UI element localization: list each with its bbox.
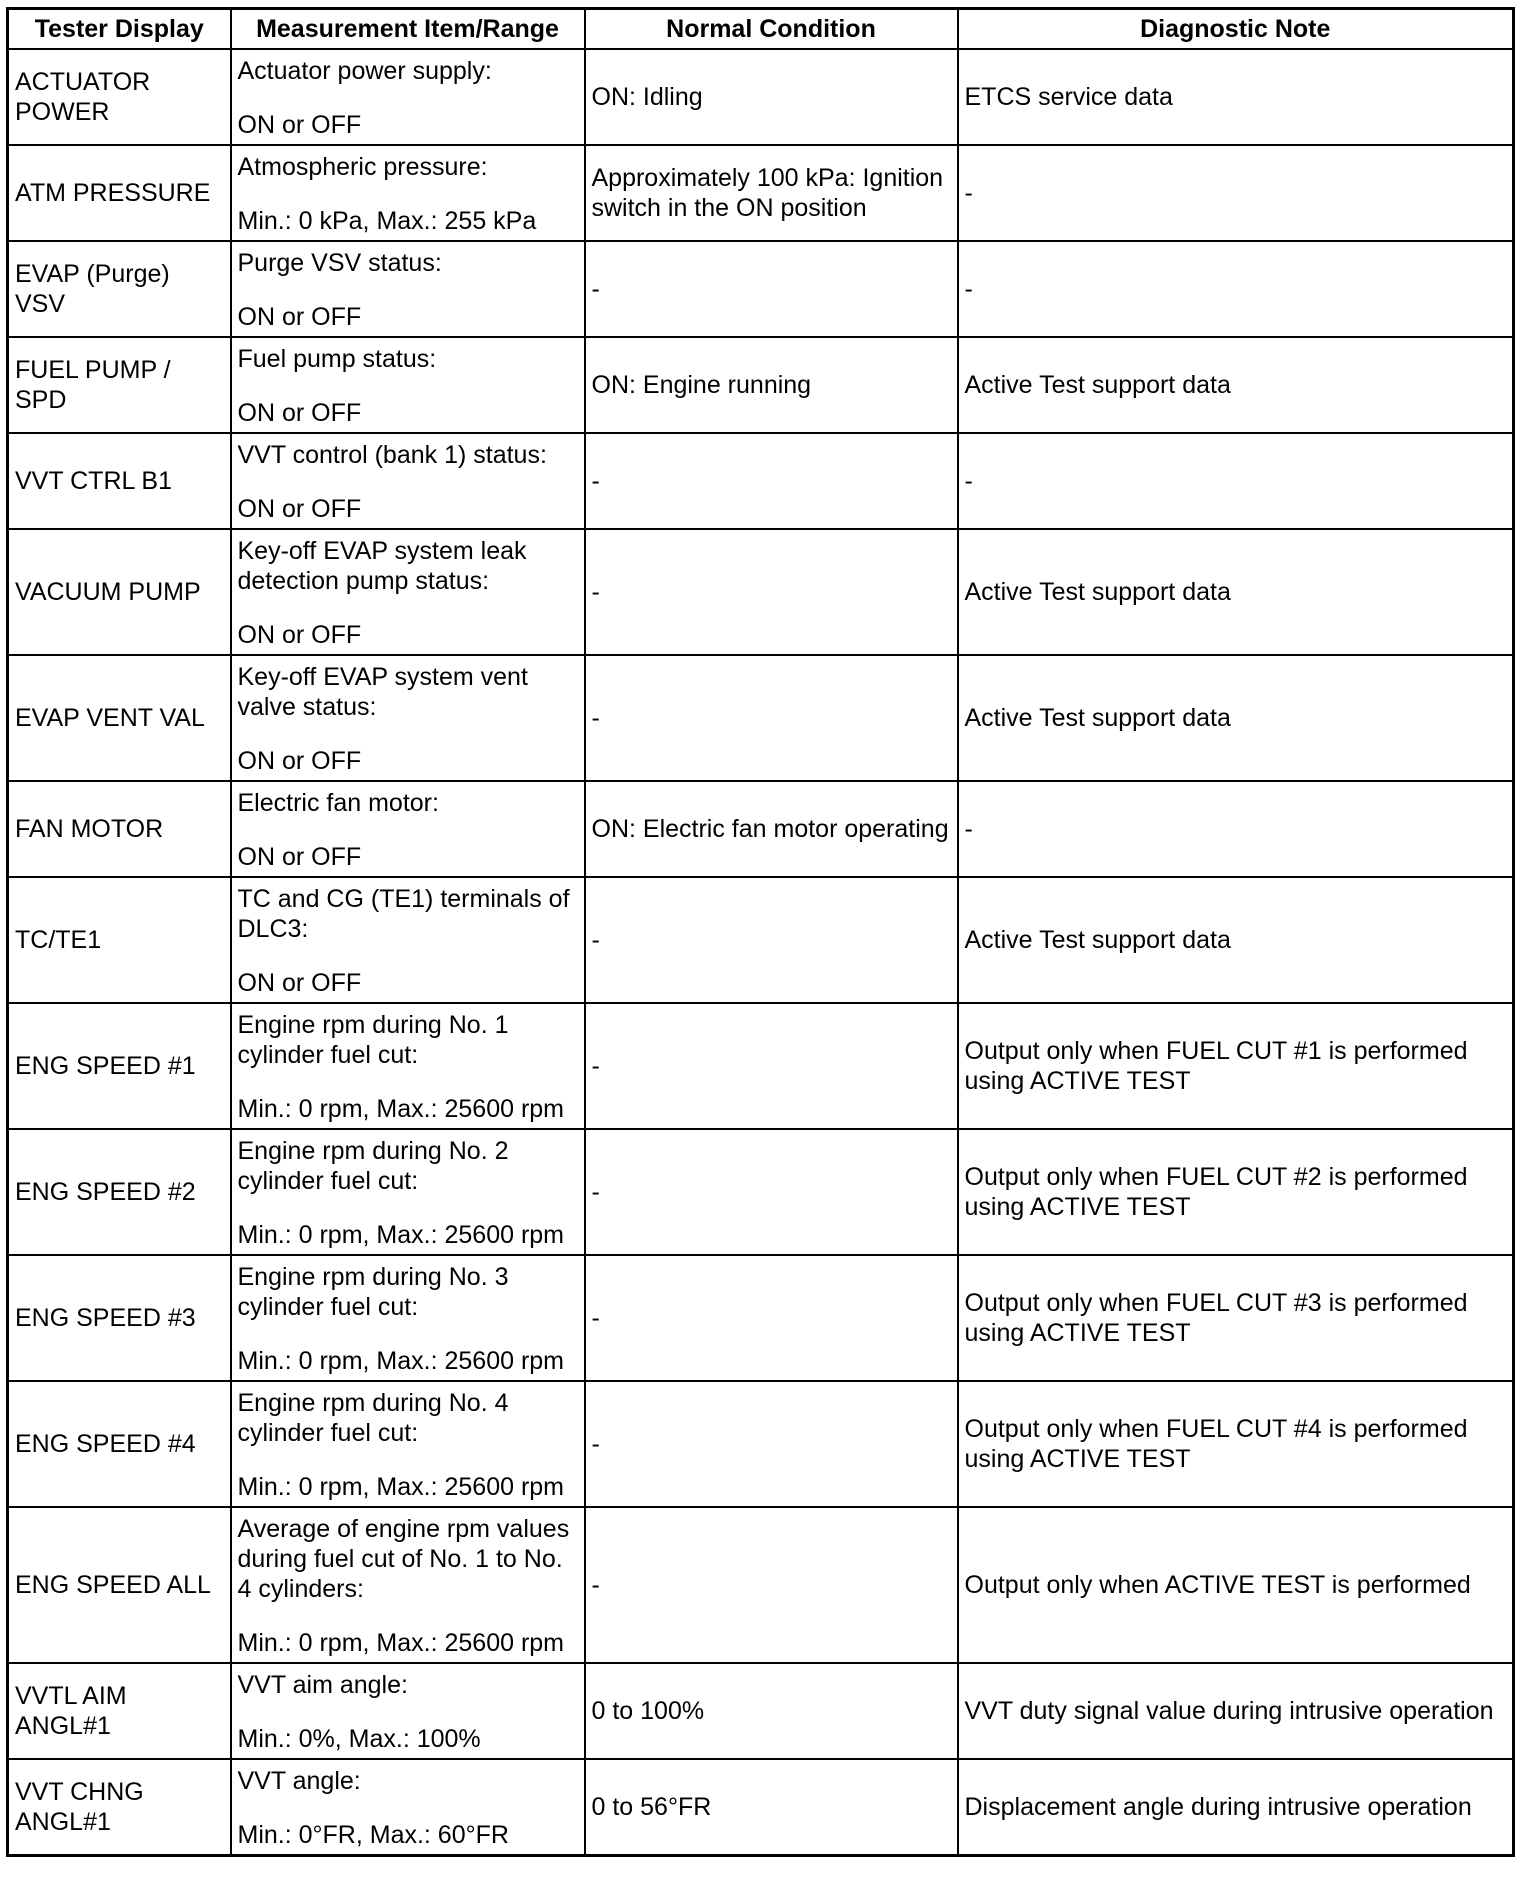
measurement-description: Key-off EVAP system vent valve status: bbox=[237, 663, 528, 721]
cell-measurement-item bbox=[231, 1663, 585, 1759]
cell-measurement-item bbox=[231, 1255, 585, 1381]
table-row bbox=[8, 781, 1514, 877]
measurement-range: Min.: 0°FR, Max.: 60°FR bbox=[237, 1821, 509, 1849]
cell-measurement-item bbox=[231, 1003, 585, 1129]
measurement-description: VVT aim angle: bbox=[237, 1671, 408, 1699]
table-row bbox=[8, 1381, 1514, 1507]
table-row bbox=[8, 49, 1514, 145]
measurement-range: ON or OFF bbox=[237, 495, 362, 523]
measurement-range: Min.: 0 rpm, Max.: 25600 rpm bbox=[237, 1221, 565, 1249]
data-list-table bbox=[6, 7, 1515, 1857]
cell-tester-display: TC/TE1 bbox=[8, 877, 231, 1003]
cell-normal-condition: - bbox=[585, 1507, 958, 1663]
measurement-description: Engine rpm during No. 4 cylinder fuel cut: bbox=[237, 1389, 509, 1447]
cell-tester-display: ACTUATOR POWER bbox=[8, 49, 231, 145]
table-row bbox=[8, 655, 1514, 781]
measurement-description: Electric fan motor: bbox=[237, 789, 439, 817]
cell-measurement-item bbox=[231, 1507, 585, 1663]
cell-normal-condition: - bbox=[585, 877, 958, 1003]
cell-tester-display: ENG SPEED #2 bbox=[8, 1129, 231, 1255]
cell-tester-display: FAN MOTOR bbox=[8, 781, 231, 877]
table-row bbox=[8, 1003, 1514, 1129]
measurement-range: Min.: 0 rpm, Max.: 25600 rpm bbox=[237, 1473, 565, 1501]
table-row bbox=[8, 1663, 1514, 1759]
cell-diagnostic-note: Output only when FUEL CUT #4 is performed using ACTIVE TEST bbox=[958, 1381, 1514, 1507]
cell-normal-condition: - bbox=[585, 1129, 958, 1255]
cell-normal-condition: - bbox=[585, 241, 958, 337]
header-normal-condition: Normal Condition bbox=[585, 9, 958, 50]
cell-normal-condition: Approximately 100 kPa: Ignition switch in the ON position bbox=[585, 145, 958, 241]
cell-diagnostic-note: - bbox=[958, 241, 1514, 337]
measurement-range: Min.: 0 rpm, Max.: 25600 rpm bbox=[237, 1347, 565, 1375]
cell-measurement-item bbox=[231, 337, 585, 433]
cell-normal-condition: ON: Idling bbox=[585, 49, 958, 145]
cell-diagnostic-note: Displacement angle during intrusive operation bbox=[958, 1759, 1514, 1856]
measurement-description: Average of engine rpm values during fuel cut of No. 1 to No. 4 cylinders: bbox=[237, 1515, 570, 1603]
table-body bbox=[8, 49, 1514, 1856]
measurement-range: ON or OFF bbox=[237, 621, 362, 649]
cell-diagnostic-note: Active Test support data bbox=[958, 529, 1514, 655]
cell-measurement-item bbox=[231, 655, 585, 781]
cell-tester-display: VACUUM PUMP bbox=[8, 529, 231, 655]
cell-normal-condition: 0 to 100% bbox=[585, 1663, 958, 1759]
cell-diagnostic-note: Active Test support data bbox=[958, 337, 1514, 433]
cell-tester-display: ATM PRESSURE bbox=[8, 145, 231, 241]
cell-diagnostic-note: - bbox=[958, 781, 1514, 877]
table-row bbox=[8, 1255, 1514, 1381]
cell-normal-condition: ON: Electric fan motor operating bbox=[585, 781, 958, 877]
cell-diagnostic-note: Output only when FUEL CUT #1 is performed using ACTIVE TEST bbox=[958, 1003, 1514, 1129]
cell-normal-condition: - bbox=[585, 433, 958, 529]
cell-tester-display: ENG SPEED ALL bbox=[8, 1507, 231, 1663]
cell-measurement-item bbox=[231, 1381, 585, 1507]
cell-diagnostic-note: ETCS service data bbox=[958, 49, 1514, 145]
header-row bbox=[8, 9, 1514, 50]
measurement-description: Engine rpm during No. 2 cylinder fuel cut: bbox=[237, 1137, 509, 1195]
cell-measurement-item bbox=[231, 49, 585, 145]
cell-normal-condition: - bbox=[585, 1381, 958, 1507]
cell-normal-condition: 0 to 56°FR bbox=[585, 1759, 958, 1856]
cell-tester-display: ENG SPEED #4 bbox=[8, 1381, 231, 1507]
cell-measurement-item bbox=[231, 1129, 585, 1255]
measurement-range: ON or OFF bbox=[237, 843, 362, 871]
table-row bbox=[8, 529, 1514, 655]
cell-normal-condition: ON: Engine running bbox=[585, 337, 958, 433]
cell-measurement-item bbox=[231, 241, 585, 337]
cell-tester-display: VVT CTRL B1 bbox=[8, 433, 231, 529]
measurement-description: VVT control (bank 1) status: bbox=[237, 441, 547, 469]
cell-tester-display: EVAP VENT VAL bbox=[8, 655, 231, 781]
table-row bbox=[8, 1507, 1514, 1663]
cell-tester-display: EVAP (Purge) VSV bbox=[8, 241, 231, 337]
cell-measurement-item bbox=[231, 1759, 585, 1856]
header-diagnostic-note: Diagnostic Note bbox=[958, 9, 1514, 50]
table-row bbox=[8, 241, 1514, 337]
table-header bbox=[8, 9, 1514, 50]
table-row bbox=[8, 145, 1514, 241]
cell-tester-display: ENG SPEED #1 bbox=[8, 1003, 231, 1129]
cell-tester-display: FUEL PUMP / SPD bbox=[8, 337, 231, 433]
table-row bbox=[8, 433, 1514, 529]
cell-diagnostic-note: Output only when ACTIVE TEST is performed bbox=[958, 1507, 1514, 1663]
cell-diagnostic-note: Active Test support data bbox=[958, 655, 1514, 781]
cell-normal-condition: - bbox=[585, 529, 958, 655]
measurement-range: ON or OFF bbox=[237, 969, 362, 997]
cell-tester-display: VVTL AIM ANGL#1 bbox=[8, 1663, 231, 1759]
measurement-range: Min.: 0 rpm, Max.: 25600 rpm bbox=[237, 1629, 565, 1657]
cell-diagnostic-note: - bbox=[958, 145, 1514, 241]
measurement-description: Engine rpm during No. 1 cylinder fuel cut: bbox=[237, 1011, 509, 1069]
table-row bbox=[8, 1129, 1514, 1255]
measurement-range: Min.: 0 rpm, Max.: 25600 rpm bbox=[237, 1095, 565, 1123]
cell-normal-condition: - bbox=[585, 1003, 958, 1129]
measurement-description: TC and CG (TE1) terminals of DLC3: bbox=[237, 885, 570, 943]
header-measurement-item: Measurement Item/Range bbox=[231, 9, 585, 50]
cell-diagnostic-note: Output only when FUEL CUT #2 is performed using ACTIVE TEST bbox=[958, 1129, 1514, 1255]
measurement-description: Purge VSV status: bbox=[237, 249, 442, 277]
measurement-range: Min.: 0 kPa, Max.: 255 kPa bbox=[237, 207, 537, 235]
cell-normal-condition: - bbox=[585, 655, 958, 781]
cell-tester-display: ENG SPEED #3 bbox=[8, 1255, 231, 1381]
cell-diagnostic-note: - bbox=[958, 433, 1514, 529]
cell-measurement-item bbox=[231, 877, 585, 1003]
table-row bbox=[8, 1759, 1514, 1856]
cell-measurement-item bbox=[231, 781, 585, 877]
measurement-range: ON or OFF bbox=[237, 399, 362, 427]
measurement-range: ON or OFF bbox=[237, 747, 362, 775]
measurement-description: Key-off EVAP system leak detection pump status: bbox=[237, 537, 527, 595]
cell-measurement-item bbox=[231, 433, 585, 529]
measurement-description: Fuel pump status: bbox=[237, 345, 437, 373]
cell-diagnostic-note: Active Test support data bbox=[958, 877, 1514, 1003]
measurement-range: ON or OFF bbox=[237, 303, 362, 331]
measurement-range: Min.: 0%, Max.: 100% bbox=[237, 1725, 481, 1753]
cell-normal-condition: - bbox=[585, 1255, 958, 1381]
measurement-range: ON or OFF bbox=[237, 111, 362, 139]
cell-measurement-item bbox=[231, 529, 585, 655]
cell-diagnostic-note: Output only when FUEL CUT #3 is performed using ACTIVE TEST bbox=[958, 1255, 1514, 1381]
measurement-description: Engine rpm during No. 3 cylinder fuel cut: bbox=[237, 1263, 509, 1321]
table-row bbox=[8, 337, 1514, 433]
measurement-description: Actuator power supply: bbox=[237, 57, 492, 85]
measurement-description: VVT angle: bbox=[237, 1767, 361, 1795]
measurement-description: Atmospheric pressure: bbox=[237, 153, 488, 181]
cell-tester-display: VVT CHNG ANGL#1 bbox=[8, 1759, 231, 1856]
header-tester-display: Tester Display bbox=[8, 9, 231, 50]
table-row bbox=[8, 877, 1514, 1003]
cell-diagnostic-note: VVT duty signal value during intrusive operation bbox=[958, 1663, 1514, 1759]
cell-measurement-item bbox=[231, 145, 585, 241]
document-page bbox=[6, 7, 1512, 1857]
